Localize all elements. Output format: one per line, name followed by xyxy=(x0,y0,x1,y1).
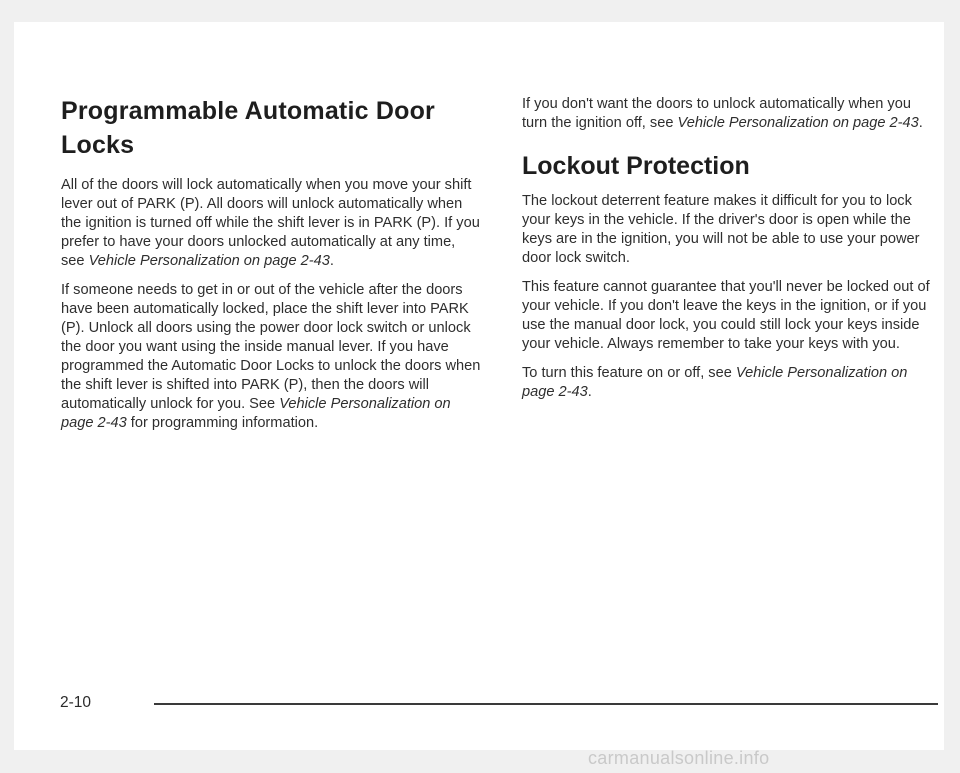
paragraph-text: To turn this feature on or off, see xyxy=(522,365,736,381)
paragraph xyxy=(61,176,481,271)
page-reference-link[interactable]: Vehicle Personalization on page 2-43 xyxy=(677,115,919,131)
paragraph-text: . xyxy=(329,253,334,269)
left-column xyxy=(61,94,481,433)
paragraph-text: If you don't want the doors to unlock automatically when you turn the ignition off, see xyxy=(522,96,911,131)
section-heading-door-locks: Programmable Automatic Door Locks xyxy=(61,97,435,159)
page-reference-link[interactable]: Vehicle Personalization on page 2-43 xyxy=(522,365,908,400)
paragraph-text: . xyxy=(587,384,592,400)
paragraph xyxy=(522,364,937,402)
page-number: 2-10 xyxy=(60,694,92,711)
paragraph-text: . xyxy=(918,115,923,131)
paragraph-text: for programming information. xyxy=(126,415,319,431)
section-heading-lockout-protection: Lockout Protection xyxy=(522,152,750,180)
paragraph xyxy=(61,281,481,433)
watermark-text: carmanualsonline.info xyxy=(588,748,770,768)
paragraph-text: All of the doors will lock automatically when you move your shift lever out of PARK (P). All doors will unlock automatically when the ignition is turned off while the shift lever is in PARK (P). If you prefer to have your doors unlocked automatically at any time, see xyxy=(61,177,480,269)
paragraph: The lockout deterrent feature makes it difficult for you to lock your keys in the vehicle. If the driver's door is open while the keys are in the ignition, you will not be able to use your power door lock switch. xyxy=(522,193,920,266)
page-reference-link[interactable]: Vehicle Personalization on page 2-43 xyxy=(88,253,330,269)
paragraph-text: If someone needs to get in or out of the vehicle after the doors have been automatically locked, place the shift lever into PARK (P). Unlock all doors using the power door lock switch or unlock the door you want using the inside manual lever. If you have programmed the Automatic Door Locks to unlock the doors when the shift lever is shifted into PARK (P), then the doors will automatically unlock for you. See xyxy=(61,282,481,412)
paragraph xyxy=(522,95,937,133)
paragraph: This feature cannot guarantee that you'll never be locked out of your vehicle. If you don't leave the keys in the ignition, or if you use the manual door lock, you could still lock your keys inside your vehicle. Always remember to take your keys with you. xyxy=(522,279,930,352)
footer-rule xyxy=(154,703,938,705)
right-column xyxy=(522,95,937,402)
page-reference-link[interactable]: Vehicle Personalization on page 2-43 xyxy=(61,396,451,431)
manual-page xyxy=(14,22,944,750)
